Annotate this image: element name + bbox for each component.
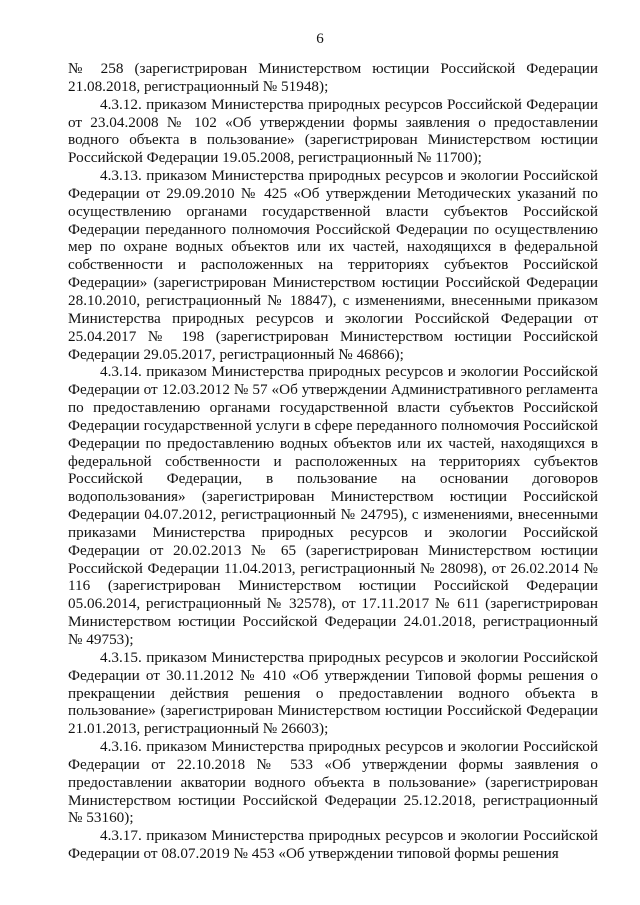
paragraph-4-3-12: 4.3.12. приказом Министерства природных ресурсов Российской Федерации от 23.04.2008 № 102 «Об утверждении формы заявления о предоставлении водного объекта в пользование» (зарегистрирован Министерством юстиции Российской Федерации 19.05.2008, регистрационный № 11700);	[68, 95, 598, 167]
paragraph-4-3-14: 4.3.14. приказом Министерства природных ресурсов и экологии Российской Федерации от 12.03.2012 № 57 «Об утверждении Административного регламента по предоставлению органами государственной власти субъектов Российской Федерации государственной услуги в сфере переданного полномочия Российской Федерации по предоставлению водных объектов или их частей, находящихся в федеральной собственности и расположенных на территориях субъектов Российской Федерации, в пользование на основании договоров водопользования» (зарегистрирован Министерством юстиции Российской Федерации 04.07.2012, регистрационный № 24795), с изменениями, внесенными приказами Министерства природных ресурсов и экологии Российской Федерации от 20.02.2013 № 65 (зарегистрирован Министерством юстиции Российской Федерации 11.04.2013, регистрационный № 28098), от 26.02.2014 № 116 (зарегистрирован Министерством юстиции Российской Федерации 05.06.2014, регистрационный № 32578), от 17.11.2017 № 611 (зарегистрирован Министерством юстиции Российской Федерации 24.01.2018, регистрационный № 49753);	[68, 363, 598, 648]
paragraph-continuation: № 258 (зарегистрирован Министерством юстиции Российской Федерации 21.08.2018, регистрационный № 51948);	[68, 60, 598, 95]
document-body	[68, 60, 598, 863]
paragraph-4-3-15: 4.3.15. приказом Министерства природных ресурсов и экологии Российской Федерации от 30.11.2012 № 410 «Об утверждении Типовой формы решения о прекращении действия решения о предоставлении водного объекта в пользование» (зарегистрирован Министерством юстиции Российской Федерации 21.01.2013, регистрационный № 26603);	[68, 648, 598, 738]
paragraph-4-3-17: 4.3.17. приказом Министерства природных ресурсов и экологии Российской Федерации от 08.07.2019 № 453 «Об утверждении типовой формы решения	[68, 827, 598, 863]
paragraph-4-3-16: 4.3.16. приказом Министерства природных ресурсов и экологии Российской Федерации от 22.10.2018 № 533 «Об утверждении формы заявления о предоставлении акватории водного объекта в пользование» (зарегистрирован Министерством юстиции Российской Федерации 25.12.2018, регистрационный № 53160);	[68, 738, 598, 827]
paragraph-4-3-13: 4.3.13. приказом Министерства природных ресурсов и экологии Российской Федерации от 29.09.2010 № 425 «Об утверждении Методических указаний по осуществлению органами государственной власти субъектов Российской Федерации переданного полномочия Российской Федерации по осуществлению мер по охране водных объектов или их частей, находящихся в федеральной собственности и расположенных на территориях субъектов Российской Федерации» (зарегистрирован Министерством юстиции Российской Федерации 28.10.2010, регистрационный № 18847), с изменениями, внесенными приказом Министерства природных ресурсов и экологии Российской Федерации от 25.04.2017 № 198 (зарегистрирован Министерством юстиции Российской Федерации 29.05.2017, регистрационный № 46866);	[68, 167, 598, 363]
page-number: 6	[316, 31, 324, 47]
